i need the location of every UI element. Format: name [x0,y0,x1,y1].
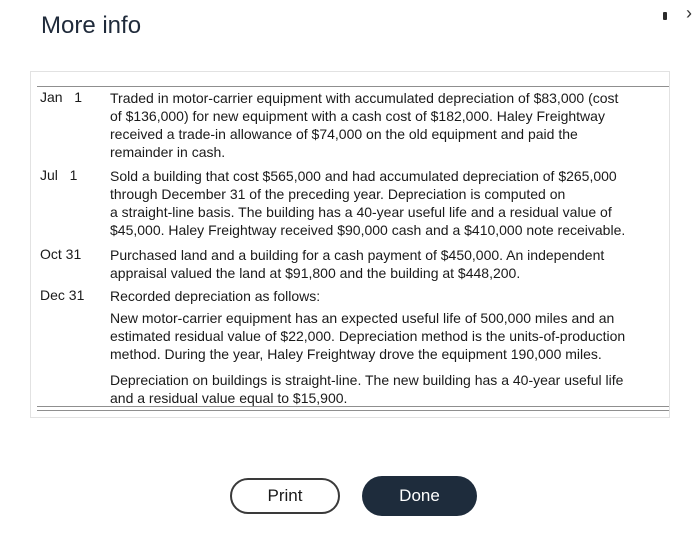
entry-text-dec-31-equipment [110,309,670,363]
info-panel [30,71,670,418]
entry-line: Recorded depreciation as follows: [110,288,321,304]
entry-line: $45,000. Haley Freightway received $90,000 cash and a $410,000 note receivable. [110,222,626,238]
entry-line: a straight-line basis. The building has a 40-year useful life and a residual value of [110,204,612,220]
dialog-title: More info [41,12,142,39]
entry-line: method. During the year, Haley Freightway drove the equipment 190,000 miles. [110,346,602,362]
table-bottom-rule-double [37,410,669,411]
entry-date-oct-31: Oct 31 [40,246,82,262]
entry-date-jul-1: Jul 1 [40,167,78,183]
done-button[interactable]: Done [362,476,477,516]
entry-line: and a residual value equal to $15,900. [110,390,348,406]
table-bottom-rule [37,406,669,407]
entry-line: of $136,000) for new equipment with a cash cost of $182,000. Haley Freightway [110,108,605,124]
entry-line: Traded in motor-carrier equipment with accumulated depreciation of $83,000 (cost [110,90,619,106]
entry-line: received a trade-in allowance of $74,000 on the old equipment and paid the [110,126,578,142]
minimize-icon[interactable] [663,12,667,20]
print-button[interactable]: Print [230,478,340,514]
entry-line: estimated residual value of $22,000. Depreciation method is the units-of-production [110,328,626,344]
entry-text-dec-31 [110,287,670,305]
entry-date-dec-31: Dec 31 [40,287,85,303]
entry-text-dec-31-buildings [110,371,670,407]
entry-line: through December 31 of the preceding year. Depreciation is computed on [110,186,566,202]
close-icon[interactable]: › [686,3,692,23]
table-top-rule [37,86,669,87]
entry-text-oct-31 [110,246,670,282]
entry-line: Purchased land and a building for a cash payment of $450,000. An independent [110,247,605,263]
entry-line: Sold a building that cost $565,000 and had accumulated depreciation of $265,000 [110,168,617,184]
entry-text-jan-1 [110,89,670,161]
entry-line: New motor-carrier equipment has an expected useful life of 500,000 miles and an [110,310,615,326]
entry-line: appraisal valued the land at $91,800 and the building at $448,200. [110,265,521,281]
entry-line: Depreciation on buildings is straight-line. The new building has a 40-year useful life [110,372,624,388]
entry-date-jan-1: Jan 1 [40,89,83,105]
entry-text-jul-1 [110,167,670,239]
entry-line: remainder in cash. [110,144,226,160]
